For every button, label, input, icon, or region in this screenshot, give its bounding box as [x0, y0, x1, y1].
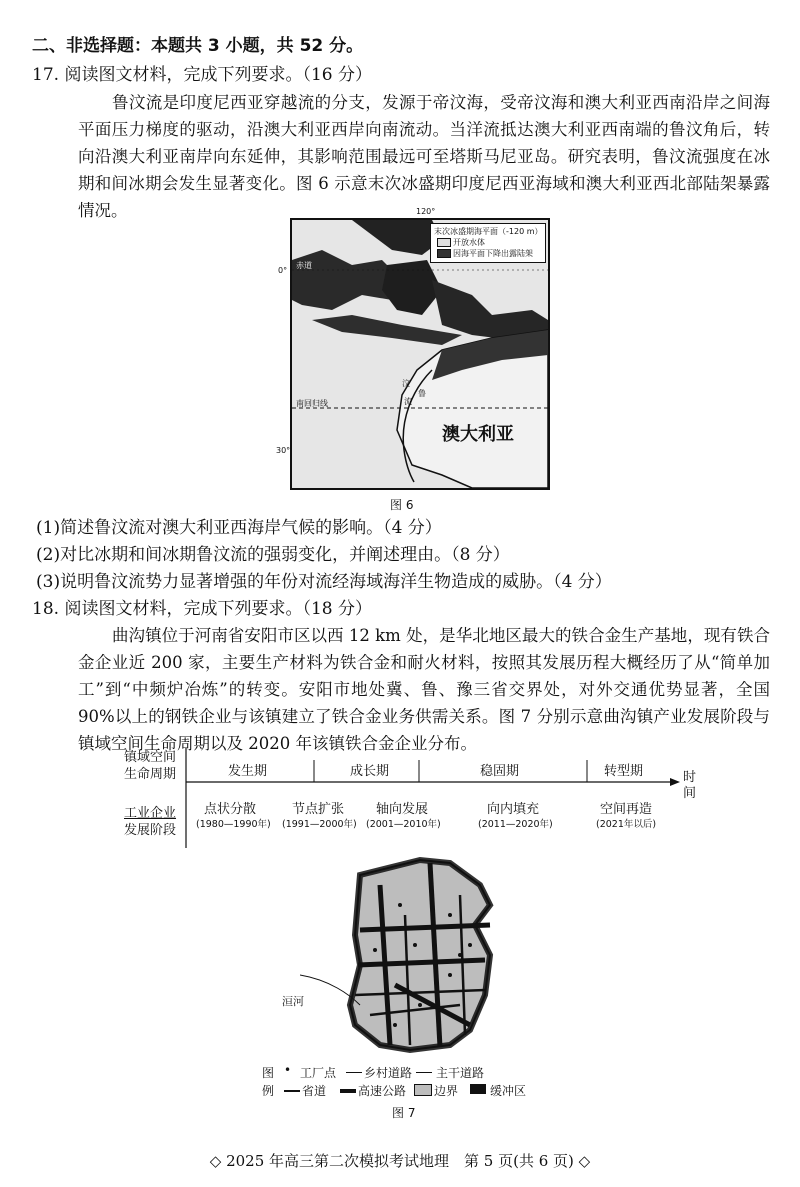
- figure-7-map: [300, 855, 530, 1055]
- australia-label: 澳大利亚: [442, 424, 514, 445]
- legend-heading-a: 图: [262, 1066, 275, 1080]
- period-1: 发生期: [228, 764, 268, 779]
- lon-120-label: 120°: [416, 207, 436, 216]
- stage-1-name: 点状分散: [204, 802, 257, 817]
- map6-legend-item: 开放水体: [453, 238, 485, 247]
- legend-village-road: 乡村道路: [364, 1066, 413, 1080]
- stage-5-name: 空间再造: [600, 802, 653, 817]
- current-label-2: 汶: [402, 379, 410, 388]
- timeline-row1-label-a: 镇域空间: [124, 750, 177, 765]
- q17-question-3: (3)说明鲁汶流势力显著增强的年份对流经海域海洋生物造成的威胁。（4 分）: [36, 572, 612, 592]
- river-label: 洹河: [282, 995, 304, 1008]
- legend-buffer-zone: 缓冲区: [490, 1084, 527, 1098]
- q17-paragraph: 鲁汶流是印度尼西亚穿越流的分支，发源于帝汶海，受帝汶海和澳大利亚西南沿岸之间海平面压力梯度的驱动，沿澳大利亚西岸向南流动。当洋流抵达澳大利亚西南端的鲁汶角后，转向沿澳大利亚南岸向东延伸，其影响范围最远可至塔斯马尼亚岛。研究表明，鲁汶流强度在冰期和间冰期会发生显著变化。图 6 示意末次冰盛期印度尼西亚海域和澳大利亚西北部陆架暴露情况。: [78, 93, 770, 220]
- buffer-zone-swatch: [470, 1084, 486, 1094]
- village-road-icon: [346, 1072, 362, 1073]
- period-4: 转型期: [604, 764, 644, 779]
- page-footer: [0, 1150, 800, 1171]
- map6-legend-title: 末次冰盛期海平面（-120 m）: [434, 227, 543, 236]
- stage-3-name: 轴向发展: [376, 802, 429, 817]
- boundary-swatch: [414, 1084, 432, 1096]
- stage-1-years: (1980—1990年): [196, 819, 271, 830]
- map6-legend-item: 因海平面下降出露陆架: [453, 249, 533, 258]
- legend-boundary: 边界: [434, 1084, 459, 1098]
- main-road-icon: [416, 1072, 432, 1073]
- footer-text: 2025 年高三第二次模拟考试地理 第 5 页(共 6 页): [226, 1152, 574, 1170]
- legend-expressway: 高速公路: [358, 1084, 407, 1098]
- stage-3-years: (2001—2010年): [366, 819, 441, 830]
- factory-dot-icon: •: [284, 1063, 292, 1077]
- stage-2-years: (1991—2000年): [282, 819, 357, 830]
- period-2: 成长期: [350, 764, 390, 779]
- footer-diamond-right-icon: ◇: [573, 1152, 591, 1170]
- timeline-row2-label-b: 发展阶段: [124, 823, 177, 838]
- figure-6-caption: 图 6: [390, 498, 414, 512]
- current-label-3: 流: [404, 397, 412, 406]
- timeline-row1-label-b: 生命周期: [124, 767, 177, 782]
- legend-provincial-road: 省道: [302, 1084, 327, 1098]
- current-label-1: 鲁: [418, 389, 426, 398]
- expressway-icon: [340, 1089, 356, 1093]
- footer-diamond-left-icon: ◇: [209, 1152, 227, 1170]
- tropic-label: 南回归线: [296, 399, 328, 408]
- stage-2-name: 节点扩张: [292, 802, 345, 817]
- stage-5-years: (2021年以后): [596, 819, 657, 830]
- lat-30-label: 30°: [276, 446, 291, 455]
- provincial-road-icon: [284, 1090, 300, 1092]
- stage-4-years: (2011—2020年): [478, 819, 553, 830]
- q17-question-1: (1)简述鲁汶流对澳大利亚西海岸气候的影响。（4 分）: [36, 518, 442, 538]
- figure-7-caption: 图 7: [392, 1106, 416, 1120]
- q17-title: 17. 阅读图文材料，完成下列要求。（16 分）: [32, 65, 372, 85]
- period-3: 稳固期: [480, 764, 520, 779]
- legend-factory: 工厂点: [300, 1066, 337, 1080]
- equator-label: 赤道: [296, 261, 312, 270]
- legend-main-road: 主干道路: [436, 1066, 485, 1080]
- legend-heading-b: 例: [262, 1084, 275, 1098]
- section-header: 二、非选择题：本题共 3 小题，共 52 分。: [32, 36, 364, 56]
- lat-0-label: 0°: [278, 266, 288, 275]
- q18-title: 18. 阅读图文材料，完成下列要求。（18 分）: [32, 599, 372, 619]
- timeline-row2-label-a: 工业企业: [124, 806, 177, 821]
- q17-question-2: (2)对比冰期和间冰期鲁汶流的强弱变化，并阐述理由。（8 分）: [36, 545, 510, 565]
- axis-label-a: 时: [683, 770, 697, 785]
- axis-label-b: 间: [683, 786, 697, 801]
- q18-paragraph: 曲沟镇位于河南省安阳市区以西 12 km 处，是华北地区最大的铁合金生产基地，现有铁合金企业近 200 家，主要生产材料为铁合金和耐火材料，按照其发展历程大概经历了从“简单加工”到“中频炉冶炼”的转变。安阳市地处冀、鲁、豫三省交界处，对外交通优势显著，全国 90%以上的钢铁企业与该镇建立了铁合金业务供需关系。图 7 分别示意曲沟镇产业发展阶段与镇域空间生命周期以及 2020 年该镇铁合金企业分布。: [78, 626, 770, 753]
- stage-4-name: 向内填充: [487, 802, 540, 817]
